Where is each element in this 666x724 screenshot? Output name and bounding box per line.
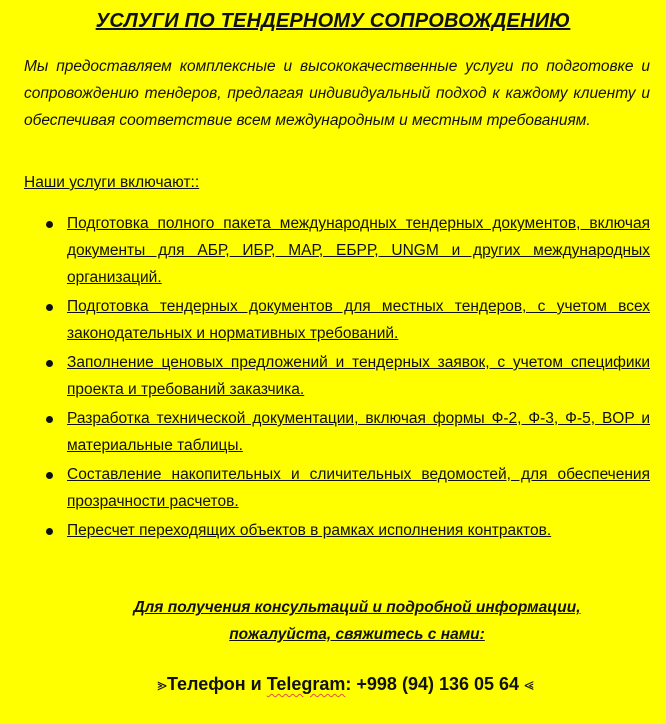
phone-label-prefix: Телефон и [166,674,267,694]
arrow-left-icon: ⪡ [524,675,534,694]
list-item [0,349,666,403]
services-heading: Наши услуги включают:: [24,174,200,191]
services-list [0,210,666,546]
list-item [0,293,666,347]
service-text: Разработка технической документации, включая формы Ф-2, Ф-3, Ф-5, BOP и материальные таблицы. [67,410,650,454]
phone-line [0,674,666,695]
service-text: Подготовка полного пакета международных тендерных документов, включая документы для АБР, ИБР, МАР, ЕБРР, UNGM и других международных организаций. [67,215,650,286]
contact-line-2: пожалуйста, свяжитесь с нами: [229,626,485,643]
service-text: Подготовка тендерных документов для местных тендеров, с учетом всех законодательных и нормативных требований. [67,298,650,342]
phone-number[interactable]: : +998 (94) 136 05 64 [345,674,520,694]
service-text: Заполнение ценовых предложений и тендерных заявок, с учетом специфики проекта и требований заказчика. [67,354,650,398]
bullet-icon [46,360,53,367]
arrow-right-icon: ⪢ [157,675,167,694]
list-item [0,210,666,291]
list-item [0,405,666,459]
contact-invitation [0,594,666,648]
service-text: Составление накопительных и сличительных ведомостей, для обеспечения прозрачности расчетов. [67,466,650,510]
service-text: Пересчет переходящих объектов в рамках исполнения контрактов. [67,522,552,539]
intro-paragraph: Мы предоставляем комплексные и высококачественные услуги по подготовке и сопровождению тендеров, предлагая индивидуальный подход к каждому клиенту и обеспечивая соответствие всем международным и местным требованиям. [24,58,650,129]
bullet-icon [46,528,53,535]
bullet-icon [46,221,53,228]
telegram-label: Telegram [266,674,346,694]
list-item [0,517,666,544]
list-item [0,461,666,515]
bullet-icon [46,472,53,479]
page-title: УСЛУГИ ПО ТЕНДЕРНОМУ СОПРОВОЖДЕНИЮ [95,10,571,32]
bullet-icon [46,304,53,311]
contact-line-1: Для получения консультаций и подробной информации, [133,599,581,616]
bullet-icon [46,416,53,423]
